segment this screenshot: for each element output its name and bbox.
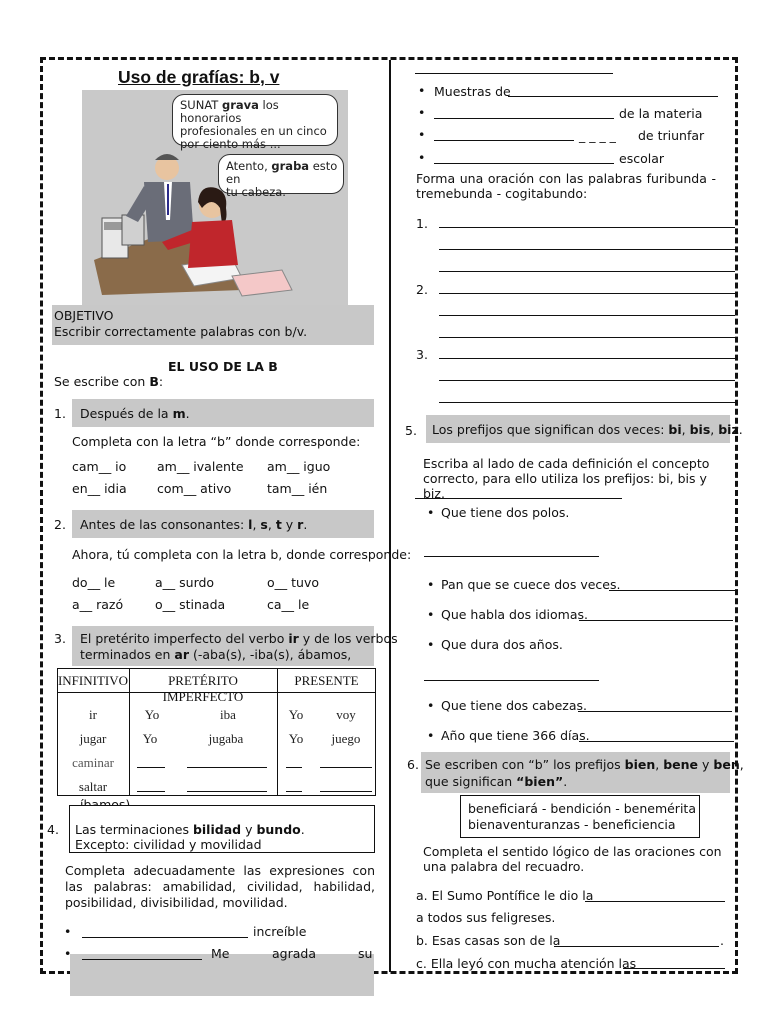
item-5-definition: Pan que se cuece dos veces.	[441, 577, 621, 592]
answer-line	[623, 968, 725, 969]
item-1-word: am__ iguo	[267, 459, 331, 474]
table-cell: Yo	[144, 707, 160, 722]
sentence-a: a. El Sumo Pontífice le dio la	[416, 888, 594, 903]
table-cell: voy	[336, 707, 356, 722]
answer-line	[434, 163, 614, 164]
answer-line	[415, 73, 613, 74]
answer-line	[439, 293, 735, 294]
page-title: Uso de grafías: b, v	[118, 67, 280, 87]
table-cell: jugar	[79, 731, 107, 746]
item-5-definition: Que habla dos idiomas.	[441, 607, 588, 622]
speech-bubble-1-text: SUNAT grava los honorarios profesionales en un cinco por ciento más ...	[180, 98, 327, 151]
item-6-instruction: Completa el sentido lógico de las oraciones con una palabra del recuadro.	[423, 844, 722, 874]
item-2-word: do__ le	[72, 575, 116, 590]
item-4-bullet-2-word: Me	[211, 946, 230, 961]
item-2-number: 2.	[54, 517, 66, 532]
table-blank	[320, 767, 372, 768]
answer-line	[439, 271, 735, 272]
objetivo-text: Escribir correctamente palabras con b/v.	[54, 324, 308, 339]
table-header: PRESENTE	[294, 673, 359, 688]
item-1-instruction: Completa con la letra “b” donde corresponde:	[72, 434, 361, 449]
table-cell: saltar	[78, 779, 108, 794]
right-bullet-2-text: de la materia	[619, 106, 703, 121]
sentence-number: 3.	[416, 347, 428, 362]
right-bullet-3-underscores: _ _ _ _	[579, 128, 616, 143]
answer-line	[579, 741, 734, 742]
bullet-icon: •	[427, 698, 435, 713]
sentence-number: 2.	[416, 282, 428, 297]
item-4-number: 4.	[47, 822, 59, 837]
uso-b-intro: Se escribe con B:	[54, 374, 164, 389]
column-divider	[389, 60, 391, 972]
answer-line	[439, 337, 735, 338]
speech-bubble-2-text: Atento, graba esto en tu cabeza.	[226, 159, 338, 199]
sentence-number: 1.	[416, 216, 428, 231]
answer-line	[579, 620, 733, 621]
answer-line	[415, 498, 622, 499]
table-blank	[187, 767, 267, 768]
answer-line	[82, 959, 202, 960]
right-bullet-4-text: escolar	[619, 151, 664, 166]
sentence-a-continuation: a todos sus feligreses.	[416, 910, 556, 925]
item-5-definition: Año que tiene 366 días.	[441, 728, 590, 743]
table-cell: Yo	[288, 707, 304, 722]
bullet-icon: •	[418, 127, 426, 142]
right-bullet-3-text: de triunfar	[638, 128, 705, 143]
item-1-word: en__ idia	[72, 481, 127, 496]
item-1-word: tam__ ién	[267, 481, 328, 496]
item-3-rule-line2: terminados en ar (-aba(s), -iba(s), ábamos,	[80, 647, 352, 662]
table-cell: jugaba	[208, 731, 244, 746]
item-4-exception: Excepto: civilidad y movilidad	[75, 837, 262, 852]
item-6-rule-line1: Se escriben con “b” los prefijos bien, bene y ben,	[425, 757, 744, 772]
bullet-icon: •	[427, 577, 435, 592]
answer-line	[424, 556, 599, 557]
answer-line	[439, 249, 735, 250]
item-5-definition: Que tiene dos cabezas.	[441, 698, 588, 713]
answer-line	[434, 140, 574, 141]
section-heading-uso-b: EL USO DE LA B	[168, 359, 278, 374]
sentence-b-end: .	[720, 933, 724, 948]
item-1-word: cam__ io	[72, 459, 127, 474]
answer-line	[554, 946, 719, 947]
item-4-rule: Las terminaciones bilidad y bundo.	[75, 822, 305, 837]
bullet-icon: •	[427, 728, 435, 743]
table-blank	[286, 767, 302, 768]
item-5-instruction: Escriba al lado de cada definición el concepto correcto, para ello utiliza los prefijos: bi, bis y biz.	[423, 456, 710, 501]
table-blank	[286, 791, 302, 792]
answer-line	[578, 711, 732, 712]
item-4-instruction: Completa adecuadamente las expresiones con las palabras: amabilidad, civilidad, habilidad, posibilidad, divisibilidad, movilidad.	[65, 863, 375, 910]
item-5-rule: Los prefijos que significan dos veces: bi, bis, biz.	[432, 422, 743, 437]
table-blank	[320, 791, 372, 792]
bullet-icon: •	[64, 946, 72, 961]
item-4-bullet-1-text: increíble	[253, 924, 307, 939]
item-6-number: 6.	[407, 757, 419, 772]
answer-line	[82, 937, 248, 938]
item-4-bullet-2-word: agrada	[272, 946, 316, 961]
woman-jacket	[188, 220, 238, 268]
table-cell: iba	[220, 707, 236, 722]
item-2-word: a__ razó	[72, 597, 124, 612]
bullet-icon: •	[427, 607, 435, 622]
table-blank	[137, 791, 165, 792]
bullet-icon: •	[418, 105, 426, 120]
answer-line	[439, 227, 735, 228]
bullet-icon: •	[64, 924, 72, 939]
item-5-number: 5.	[405, 423, 417, 438]
table-cell: ir	[89, 707, 97, 722]
item-2-rule: Antes de las consonantes: l, s, t y r.	[80, 517, 308, 532]
sentence-b: b. Esas casas son de la	[416, 933, 561, 948]
answer-line	[439, 402, 735, 403]
table-header: PRETÉRITO IMPERFECTO	[162, 673, 244, 704]
item-4-bullet-2-word: su	[358, 946, 373, 961]
answer-line	[609, 590, 735, 591]
item-1-word: am__ ivalente	[157, 459, 244, 474]
item-3-rule-line1: El pretérito imperfecto del verbo ir y de los verbos	[80, 631, 398, 646]
item-5-definition: Que tiene dos polos.	[441, 505, 570, 520]
answer-line	[434, 118, 614, 119]
bullet-icon: •	[427, 637, 435, 652]
item-2-word: a__ surdo	[155, 575, 215, 590]
furibunda-instruction: Forma una oración con las palabras furibunda - tremebunda - cogitabundo:	[416, 171, 716, 201]
table-cell: caminar	[72, 755, 114, 770]
right-bullet-1-text: Muestras de	[434, 84, 511, 99]
table-blank	[137, 767, 165, 768]
answer-line	[585, 901, 725, 902]
item-3-number: 3.	[54, 631, 66, 646]
answer-line	[439, 380, 735, 381]
answer-line	[424, 680, 599, 681]
answer-line	[439, 358, 735, 359]
item-1-rule: Después de la m.	[80, 406, 190, 421]
illustration	[82, 90, 348, 305]
table-cell: Yo	[142, 731, 158, 746]
table-cell: Yo	[288, 731, 304, 746]
table-blank	[187, 791, 267, 792]
table-header: INFINITIVO	[57, 673, 129, 688]
table-cell: juego	[331, 731, 361, 746]
item-2-word: o__ tuvo	[267, 575, 319, 590]
word-box-line-2: bienaventuranzas - beneficiencia	[468, 817, 676, 832]
item-2-word: o__ stinada	[155, 597, 226, 612]
item-2-instruction: Ahora, tú completa con la letra b, donde corresponde:	[72, 547, 412, 562]
word-box-line-1: beneficiará - bendición - benemérita	[468, 801, 696, 816]
bullet-icon: •	[418, 150, 426, 165]
bullet-icon: •	[427, 505, 435, 520]
item-1-number: 1.	[54, 406, 66, 421]
bullet-icon: •	[418, 83, 426, 98]
item-2-word: ca__ le	[267, 597, 310, 612]
objetivo-label: OBJETIVO	[54, 308, 114, 323]
answer-line	[508, 96, 718, 97]
item-5-definition: Que dura dos años.	[441, 637, 563, 652]
answer-line	[439, 315, 735, 316]
item-1-word: com__ ativo	[157, 481, 232, 496]
item-6-rule-line2: que significan “bien”.	[425, 774, 568, 789]
sentence-c: c. Ella leyó con mucha atención las	[416, 956, 637, 971]
